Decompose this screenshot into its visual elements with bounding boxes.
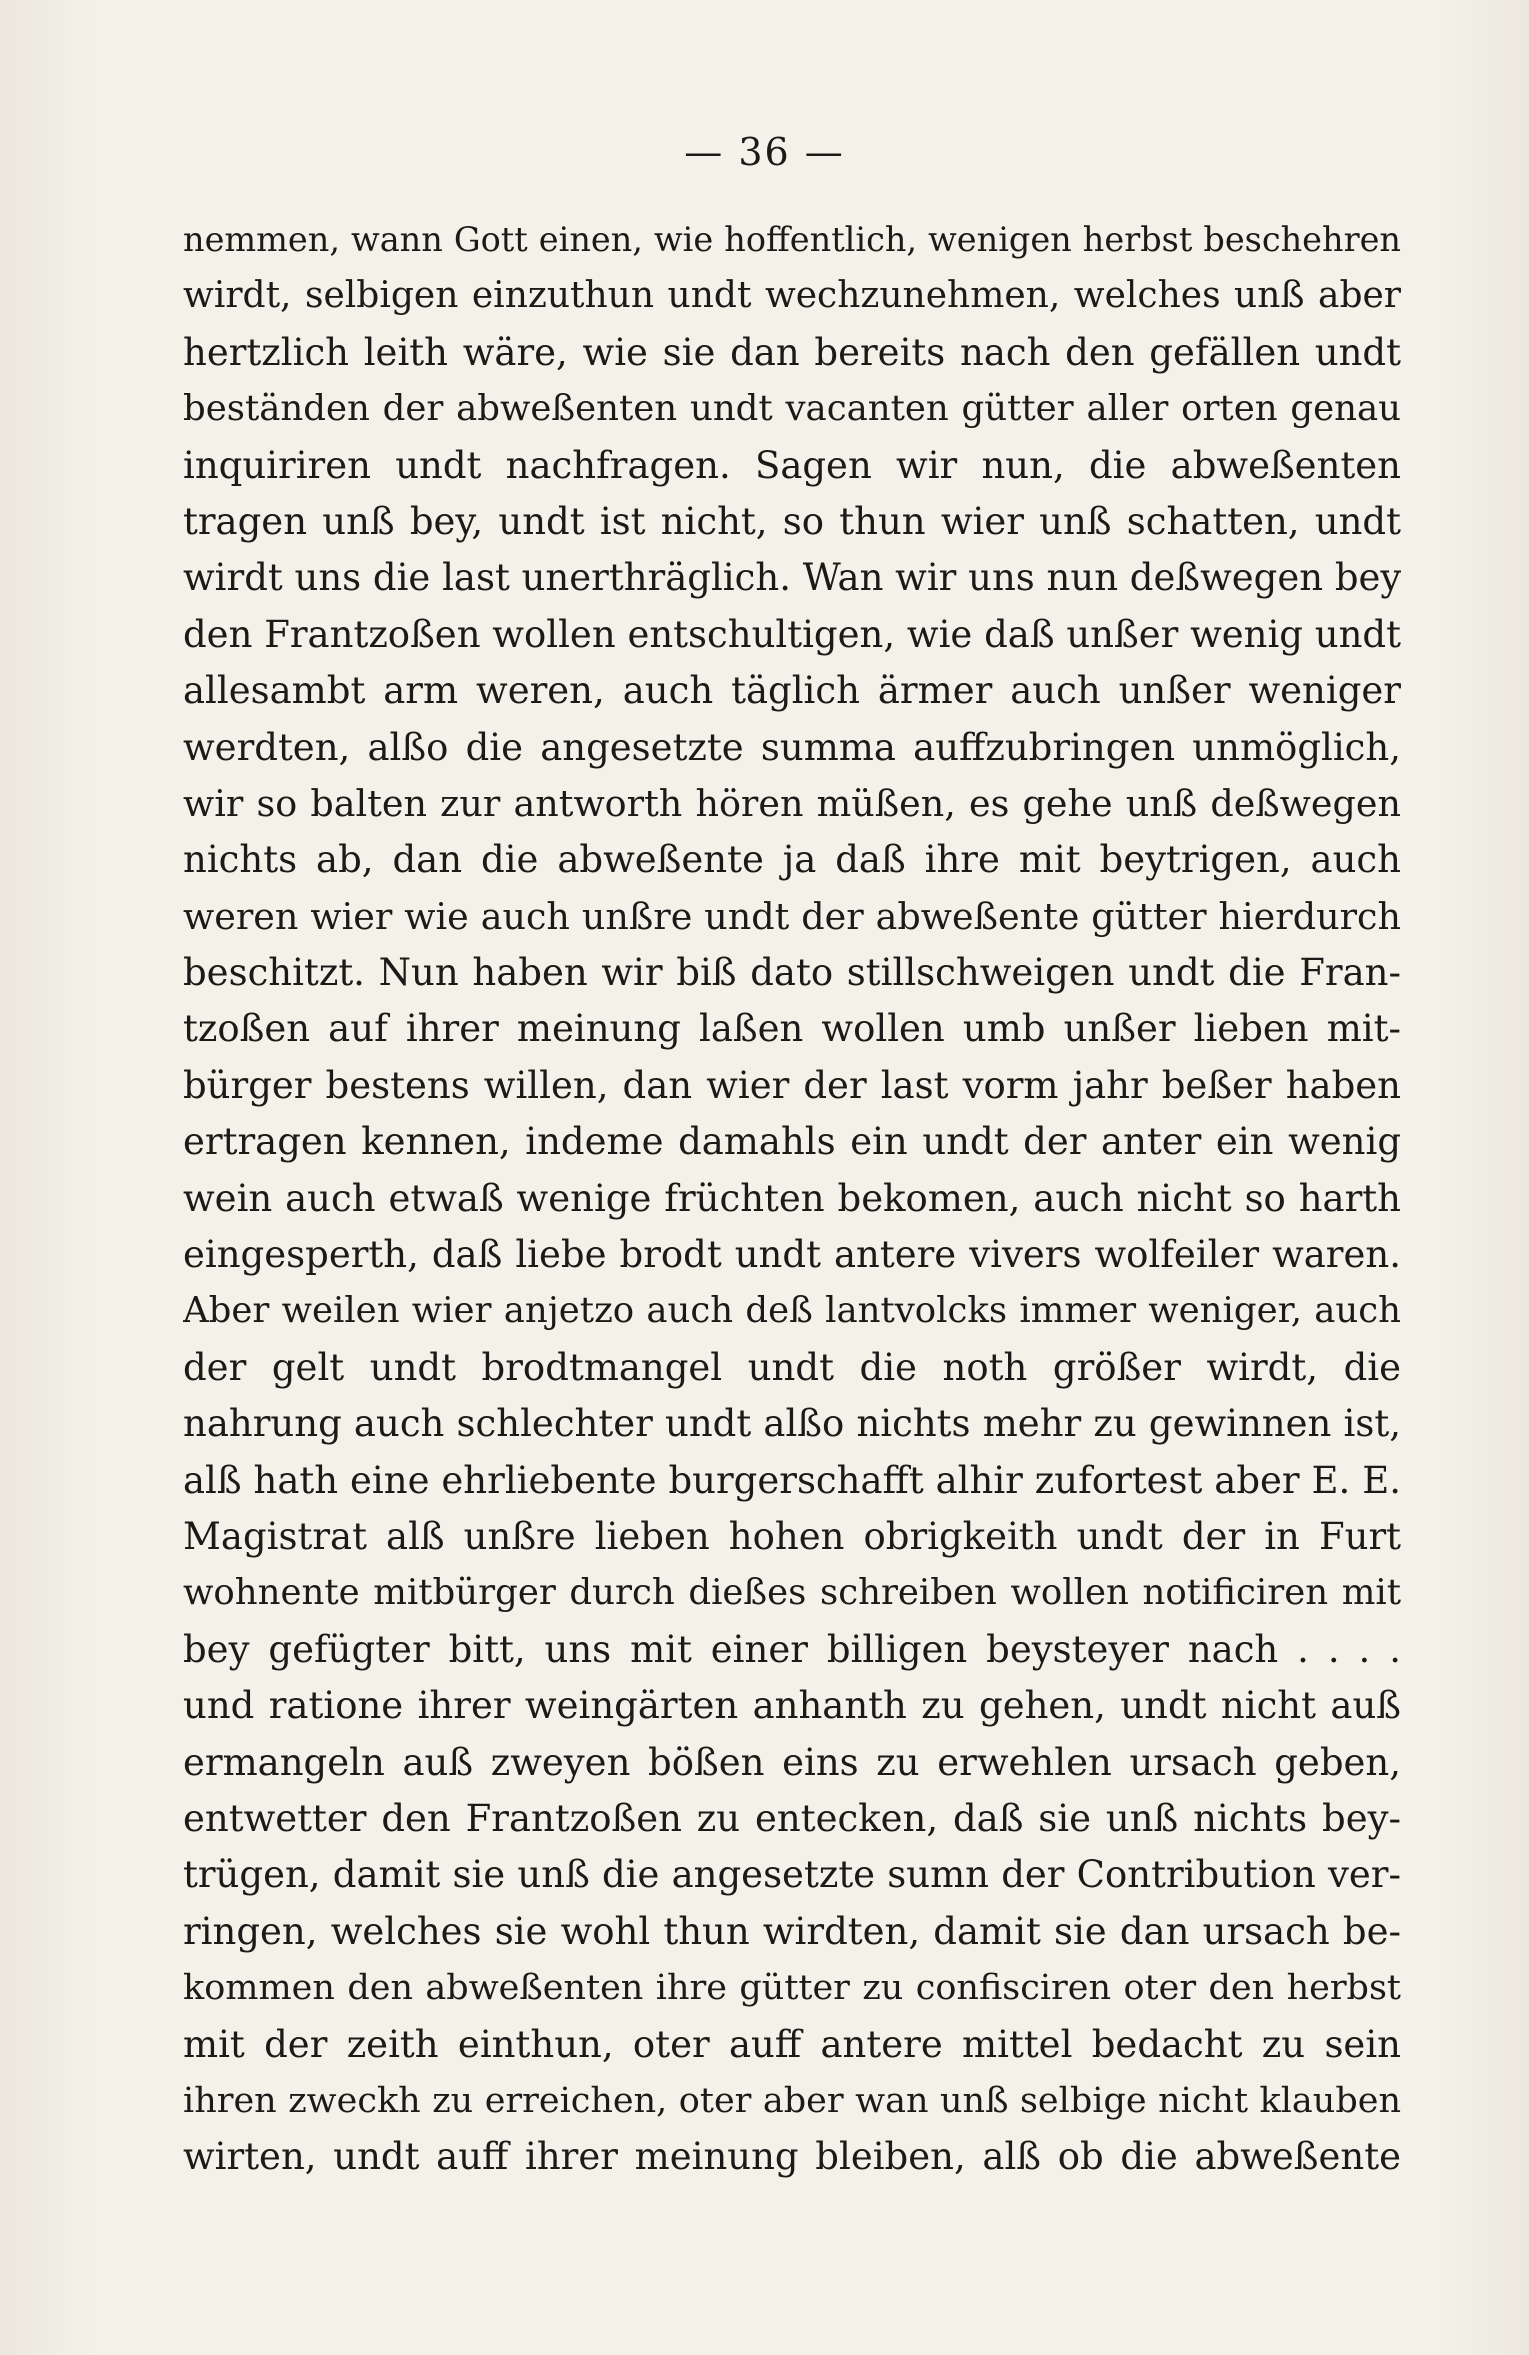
text-line: ertragen kennen, indeme damahls ein undt der anter ein wenig bbox=[183, 1120, 1401, 1164]
text-line: wir so balten zur antworth hören müßen, es gehe unß deßwegen bbox=[183, 781, 1401, 825]
text-line: eingesperth, daß liebe brodt undt antere vivers wolfeiler waren. bbox=[183, 1233, 1401, 1277]
body-text bbox=[183, 212, 1401, 2186]
text-line: beständen der abweßenten undt vacanten gütter aller orten genau bbox=[183, 388, 1401, 430]
text-line: hertzlich leith wäre, wie sie dan bereits nach den gefällen undt bbox=[183, 330, 1401, 374]
text-line: Aber weilen wier anjetzo auch deß lantvolcks immer weniger, auch bbox=[183, 1290, 1401, 1332]
text-line: entwetter den Frantzoßen zu entecken, daß sie unß nichts bey- bbox=[183, 1796, 1401, 1840]
text-line: wein auch etwaß wenige früchten bekomen, auch nicht so harth bbox=[183, 1176, 1401, 1220]
text-line: wohnente mitbürger durch dießes schreiben wollen notificiren mit bbox=[183, 1572, 1401, 1614]
text-line: bey gefügter bitt, uns mit einer billigen beysteyer nach . . . . bbox=[183, 1627, 1401, 1671]
text-line: nemmen, wann Gott einen, wie hoffentlich, wenigen herbst beschehren bbox=[183, 220, 1401, 259]
text-line: bürger bestens willen, dan wier der last vorm jahr beßer haben bbox=[183, 1063, 1401, 1107]
text-line: der gelt undt brodtmangel undt die noth größer wirdt, die bbox=[183, 1345, 1401, 1389]
text-line: tragen unß bey, undt ist nicht, so thun wier unß schatten, undt bbox=[183, 499, 1401, 543]
text-line: inquiriren undt nachfragen. Sagen wir nun, die abweßenten bbox=[183, 443, 1401, 487]
text-line: nahrung auch schlechter undt alßo nichts mehr zu gewinnen ist, bbox=[183, 1402, 1401, 1446]
text-line: werdten, alßo die angesetzte summa auffzubringen unmöglich, bbox=[183, 725, 1401, 769]
text-line: trügen, damit sie unß die angesetzte sumn der Contribution ver- bbox=[183, 1853, 1401, 1897]
text-line: weren wier wie auch unßre undt der abweßente gütter hierdurch bbox=[183, 894, 1401, 938]
text-line: allesambt arm weren, auch täglich ärmer auch unßer weniger bbox=[183, 669, 1401, 713]
text-line: und ratione ihrer weingärten anhanth zu gehen, undt nicht auß bbox=[183, 1684, 1401, 1728]
text-line: nichts ab, dan die abweßente ja daß ihre mit beytrigen, auch bbox=[183, 838, 1401, 882]
text-line: mit der zeith einthun, oter auff antere mittel bedacht zu sein bbox=[183, 2022, 1401, 2066]
text-line: alß hath eine ehrliebente burgerschafft alhir zufortest aber E. E. bbox=[183, 1458, 1401, 1502]
text-line: ihren zweckh zu erreichen, oter aber wan unß selbige nicht klauben bbox=[183, 2080, 1401, 2121]
text-line: beschitzt. Nun haben wir biß dato stillschweigen undt die Fran- bbox=[183, 951, 1401, 995]
text-line: tzoßen auf ihrer meinung laßen wollen umb unßer lieben mit- bbox=[183, 1007, 1401, 1051]
text-line: kommen den abweßenten ihre gütter zu confisciren oter den herbst bbox=[183, 1968, 1401, 2009]
text-line: ringen, welches sie wohl thun wirdten, damit sie dan ursach be- bbox=[183, 1909, 1401, 1953]
text-line: wirten, undt auff ihrer meinung bleiben, alß ob die abweßente bbox=[183, 2135, 1401, 2179]
page-number: — 36 — bbox=[684, 130, 845, 174]
text-line: den Frantzoßen wollen entschultigen, wie daß unßer wenig undt bbox=[183, 612, 1401, 656]
text-line: Magistrat alß unßre lieben hohen obrigkeith undt der in Furt bbox=[183, 1514, 1401, 1558]
text-line: wirdt uns die last unerthräglich. Wan wir uns nun deßwegen bey bbox=[183, 556, 1401, 600]
text-line: ermangeln auß zweyen bößen eins zu erwehlen ursach geben, bbox=[183, 1740, 1401, 1784]
text-line: wirdt, selbigen einzuthun undt wechzunehmen, welches unß aber bbox=[183, 275, 1401, 317]
